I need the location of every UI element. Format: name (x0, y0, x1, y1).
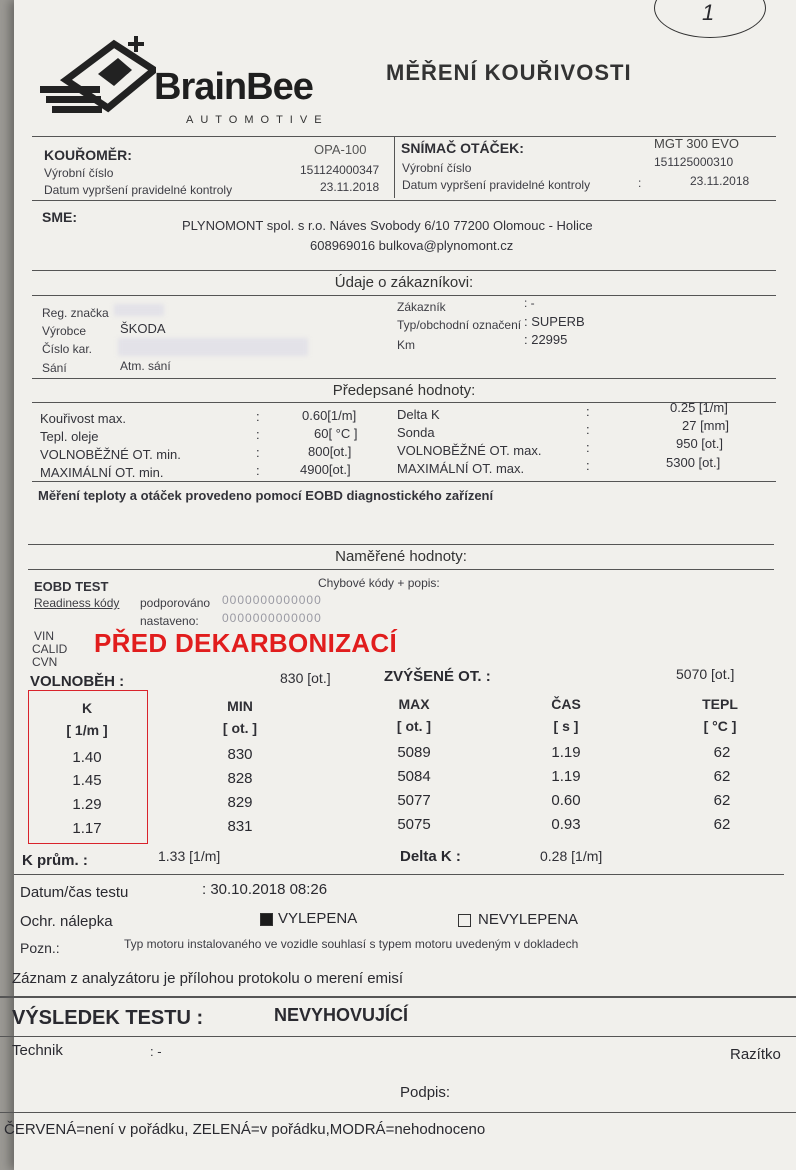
col-min-unit: [ ot. ] (222, 720, 258, 736)
rule (394, 136, 395, 198)
rule (0, 996, 796, 998)
prescribed-right-colon: : (586, 422, 590, 437)
cell-temp: 62 (713, 744, 731, 761)
rule (28, 569, 774, 570)
prescribed-left-value: 0.60[1/m] (302, 408, 357, 423)
prescribed-section-title: Předepsané hodnoty: (332, 382, 476, 399)
readiness-label: Readiness kódy (34, 596, 120, 610)
reg-label: Reg. značka (42, 306, 109, 320)
prescribed-right-value: 0.25 [1/m] (670, 400, 728, 415)
intake-label: Sání (42, 361, 67, 375)
prescribed-right-colon: : (586, 440, 590, 455)
set-value: 0000000000000 (222, 611, 322, 625)
calid-row-label: CALID (32, 642, 68, 656)
vin-row-label: VIN (34, 629, 55, 643)
delta-k-value: 0.28 [1/m] (540, 848, 603, 864)
rule (32, 270, 776, 271)
cell-max: 5089 (397, 744, 431, 761)
prescribed-left-colon: : (256, 463, 260, 478)
prescribed-left-value: 60[ °C ] (314, 426, 358, 441)
prescribed-right-colon: : (586, 404, 590, 419)
rule (32, 402, 776, 403)
rpm-sensor-serial-label: Výrobní číslo (402, 161, 472, 175)
prescribed-right-value: 27 [mm] (682, 418, 729, 433)
prescribed-right-label: Sonda (397, 425, 435, 440)
result-value: NEVYHOVUJÍCÍ (274, 1005, 409, 1025)
rule (28, 544, 774, 545)
sme-address: PLYNOMONT spol. s r.o. Náves Svobody 6/10 77200 Olomouc - Holice (182, 218, 593, 233)
prescribed-left-colon: : (256, 409, 260, 424)
km-label: Km (397, 338, 415, 352)
cell-max: 5077 (397, 792, 431, 809)
cell-k: 1.45 (72, 772, 102, 789)
set-label: nastaveno: (140, 614, 199, 628)
col-time-title: ČAS (551, 696, 581, 712)
technician-label: Technik (12, 1042, 63, 1059)
meter-check-date: 23.11.2018 (320, 180, 380, 194)
cell-temp: 62 (713, 768, 731, 785)
prescribed-right-label: VOLNOBĚŽNÉ OT. max. (397, 443, 542, 458)
maker-value: ŠKODA (120, 321, 166, 336)
prescribed-left-label: Kouřivost max. (40, 411, 126, 426)
rule (0, 1112, 796, 1113)
color-legend: ČERVENÁ=není v pořádku, ZELENÁ=v pořádku,MODRÁ=nehodnoceno (4, 1121, 486, 1138)
cell-max: 5084 (397, 768, 431, 785)
sme-contact: 608969016 bulkova@plynomont.cz (310, 238, 514, 253)
k-average-label: K prům. : (22, 852, 88, 869)
rule (32, 378, 776, 379)
maker-label: Výrobce (42, 324, 87, 338)
supported-value: 0000000000000 (222, 593, 322, 607)
prescribed-left-label: MAXIMÁLNÍ OT. min. (40, 465, 164, 480)
idle-value: 830 [ot.] (280, 670, 331, 686)
doc-title: MĚŘENÍ KOUŘIVOSTI (386, 60, 632, 85)
intake-value: Atm. sání (120, 359, 171, 373)
rpm-sensor-check-label: Datum vypršení pravidelné kontroly (402, 178, 591, 192)
delta-k-label: Delta K : (400, 848, 461, 865)
prescribed-left-value: 800[ot.] (308, 444, 352, 459)
test-datetime-value: : 30.10.2018 08:26 (202, 881, 328, 898)
prescribed-right-value: 950 [ot.] (676, 436, 723, 451)
before-decarbonization-label: PŘED DEKARBONIZACÍ (94, 628, 397, 658)
col-temp-unit: [ °C ] (703, 718, 737, 734)
cell-time: 1.19 (551, 768, 581, 785)
km-value: : 22995 (524, 332, 568, 347)
stamp-label: Razítko (730, 1046, 781, 1063)
meter-model: OPA-100 (314, 142, 367, 157)
cell-k: 1.40 (72, 749, 102, 766)
idle-label: VOLNOBĚH : (30, 673, 125, 690)
meter-serial: 151124000347 (300, 163, 380, 177)
corner-mark: 1 (702, 0, 715, 25)
rpm-sensor-serial: 151125000310 (654, 155, 734, 169)
supported-label: podporováno (140, 596, 211, 610)
rule (0, 1036, 796, 1037)
vin-label: Číslo kar. (42, 342, 93, 356)
result-label: VÝSLEDEK TESTU : (12, 1007, 204, 1029)
rule (14, 874, 784, 875)
vin-redacted (118, 338, 308, 356)
prescribed-right-label: MAXIMÁLNÍ OT. max. (397, 461, 525, 476)
rule (32, 295, 776, 296)
cell-min: 831 (227, 818, 253, 835)
remark-value: Typ motoru instalovaného ve vozidle souhlasí s typem motoru uvedeným v dokladech (124, 937, 579, 951)
sme-label: SME: (42, 209, 77, 225)
sticker-no-checkbox[interactable] (458, 914, 471, 927)
prescribed-right-colon: : (586, 458, 590, 473)
col-max-unit: [ ot. ] (396, 718, 432, 734)
sticker-yes-checkbox[interactable] (260, 913, 273, 926)
brainbee-logo-icon (36, 30, 156, 120)
prescribed-left-colon: : (256, 445, 260, 460)
cell-time: 0.60 (551, 792, 581, 809)
measured-section-title: Naměřené hodnoty: (335, 548, 467, 565)
col-time-unit: [ s ] (553, 718, 579, 734)
client-label: Zákazník (397, 300, 446, 314)
technician-value: : - (150, 1044, 162, 1059)
col-temp-title: TEPL (702, 696, 738, 712)
type-label: Typ/obchodní označení (397, 318, 522, 332)
prescribed-right-value: 5300 [ot.] (666, 455, 721, 470)
protocol-sheet (4, 0, 796, 1170)
cell-min: 828 (227, 770, 253, 787)
col-min-title: MIN (227, 698, 253, 714)
sticker-label: Ochr. nálepka (20, 913, 113, 930)
signature-label: Podpis: (400, 1084, 451, 1101)
test-datetime-label: Datum/čas testu (20, 884, 129, 901)
col-max-title: MAX (398, 696, 430, 712)
col-k-title: K (81, 700, 93, 716)
brand-name: BrainBee (154, 66, 313, 108)
prescribed-right-label: Delta K (397, 407, 440, 422)
client-value: : - (524, 296, 535, 310)
prescribed-left-label: Tepl. oleje (40, 429, 99, 444)
prescribed-left-value: 4900[ot.] (300, 462, 351, 477)
rpm-sensor-check-colon: : (638, 176, 642, 190)
cell-k: 1.29 (72, 796, 102, 813)
rpm-sensor-check-date: 23.11.2018 (690, 174, 750, 188)
rpm-sensor-model: MGT 300 EVO (654, 136, 740, 151)
k-average-value: 1.33 [1/m] (158, 848, 221, 864)
attachment-note: Záznam z analyzátoru je přílohou protokolu o merení emisí (12, 970, 404, 987)
cell-k: 1.17 (72, 820, 102, 837)
meter-label: KOUŘOMĚR: (44, 147, 132, 163)
rpm-sensor-label: SNÍMAČ OTÁČEK: (401, 140, 524, 156)
customer-section-title: Údaje o zákazníkovi: (334, 274, 474, 291)
meter-check-label: Datum vypršení pravidelné kontroly (44, 183, 233, 197)
prescribed-left-colon: : (256, 427, 260, 442)
raised-rpm-value: 5070 [ot.] (676, 666, 735, 682)
eobd-test-label: EOBD TEST (34, 579, 109, 594)
cell-time: 0.93 (551, 816, 581, 833)
sticker-yes-label: VYLEPENA (278, 910, 358, 927)
cell-time: 1.19 (551, 744, 581, 761)
cell-min: 830 (227, 746, 253, 763)
remark-label: Pozn.: (20, 940, 60, 956)
cvn-row-label: CVN (32, 655, 58, 669)
raised-rpm-label: ZVÝŠENÉ OT. : (384, 668, 491, 685)
rule (32, 200, 776, 201)
rule (32, 481, 776, 482)
col-k-unit: [ 1/m ] (66, 722, 108, 738)
brainbee-logo (36, 30, 366, 130)
reg-redacted (114, 304, 164, 316)
cell-temp: 62 (713, 792, 731, 809)
error-codes-label: Chybové kódy + popis: (318, 576, 440, 590)
meter-serial-label: Výrobní číslo (44, 166, 114, 180)
cell-max: 5075 (397, 816, 431, 833)
brand-sub: AUTOMOTIVE (186, 114, 329, 126)
sticker-no-label: NEVYLEPENA (478, 911, 579, 928)
eobd-note: Měření teploty a otáček provedeno pomocí EOBD diagnostického zařízení (38, 488, 494, 503)
prescribed-left-label: VOLNOBĚŽNÉ OT. min. (40, 447, 181, 462)
type-value: : SUPERB (524, 314, 585, 329)
cell-temp: 62 (713, 816, 731, 833)
cell-min: 829 (227, 794, 253, 811)
